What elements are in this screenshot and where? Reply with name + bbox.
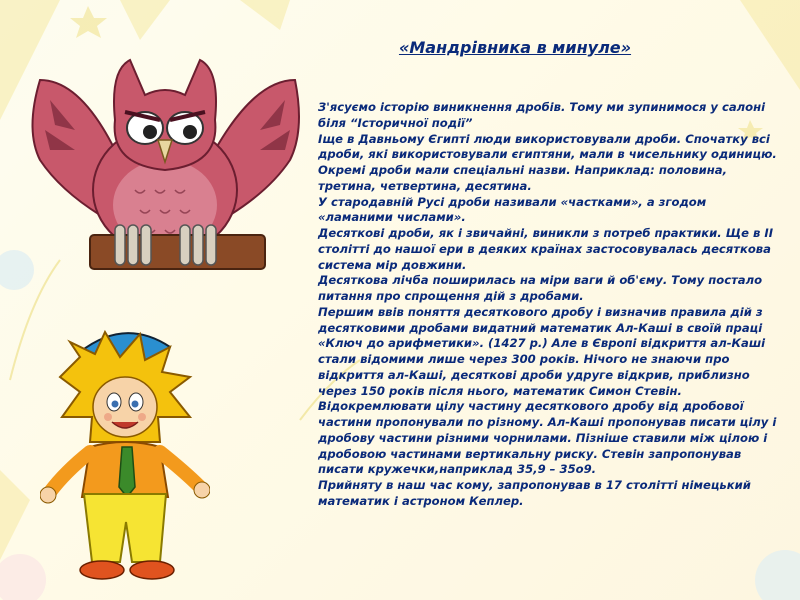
paragraph-egypt: Іще в Давньому Єгипті люди використовували дроби. Спочатку всі дроби, які використовували єгиптяни, мали в чисельнику одиницю. Окремі дроби мали спеціальні назви. Наприклад: половина, третина, четвертина, десятина. (318, 131, 777, 193)
boy-pants (84, 494, 166, 562)
slide-title: «Мандрівника в минуле» (398, 38, 632, 57)
paragraph-intro: З'ясуємо історію виникнення дробів. Тому ми зупинимося у салоні біля “Історичної події” (318, 100, 766, 130)
paragraph-separators: Відокремлювати цілу частину десяткового дробу від дробової частини пропонували по різному. Ал-Каші пропонував писати цілу і дробову частини різними чорнилами. Пізніше ставили між цілою і дробовою частинами вертикальну риску. Стевін запропонував писати кружечки,наприклад 35,9 – 35о9. (318, 399, 777, 477)
paragraph-rus: У стародавній Русі дроби називали «частками», а згодом «ламаними числами». (318, 194, 707, 225)
boy-tie (119, 447, 135, 497)
balloon-right (755, 550, 800, 600)
paragraph-kepler: Прийняту в наш час кому, запропонував в 17 столітті німецький математик і астроном Кеплер. (318, 478, 751, 508)
boy-right-shoe (130, 561, 174, 579)
paragraph-al-kashi: Першим ввів поняття десяткового дробу і визначив правила дій з десятковими дробами видатний математик Ал-Каші в своїй праці «Ключ до арифметики». (1427 р.) Але в Європі відкриття ал-Каші стали відомими лише через 300 років. Нічого не знаючи про відкриття ал-Каші, десяткові дроби удруге відкрив, приблизно через 150 років після нього, математик Симон Стевін. (318, 304, 766, 398)
paragraph-decimal-spread: Десяткова лічба поширилась на міри ваги й об'єму. Тому постало питання про спрощення дій з дробами. (318, 273, 763, 303)
owl-illustration (20, 40, 310, 290)
paragraph-decimal-origin: Десяткові дроби, як і звичайні, виникли з потреб практики. Ще в II столітті до нашої ери в деяких країнах застосовувалась десяткова система мір довжини. (318, 226, 774, 272)
boy-left-shoe (80, 561, 124, 579)
slide-body (318, 100, 780, 510)
cartoon-boy-illustration (40, 322, 210, 584)
